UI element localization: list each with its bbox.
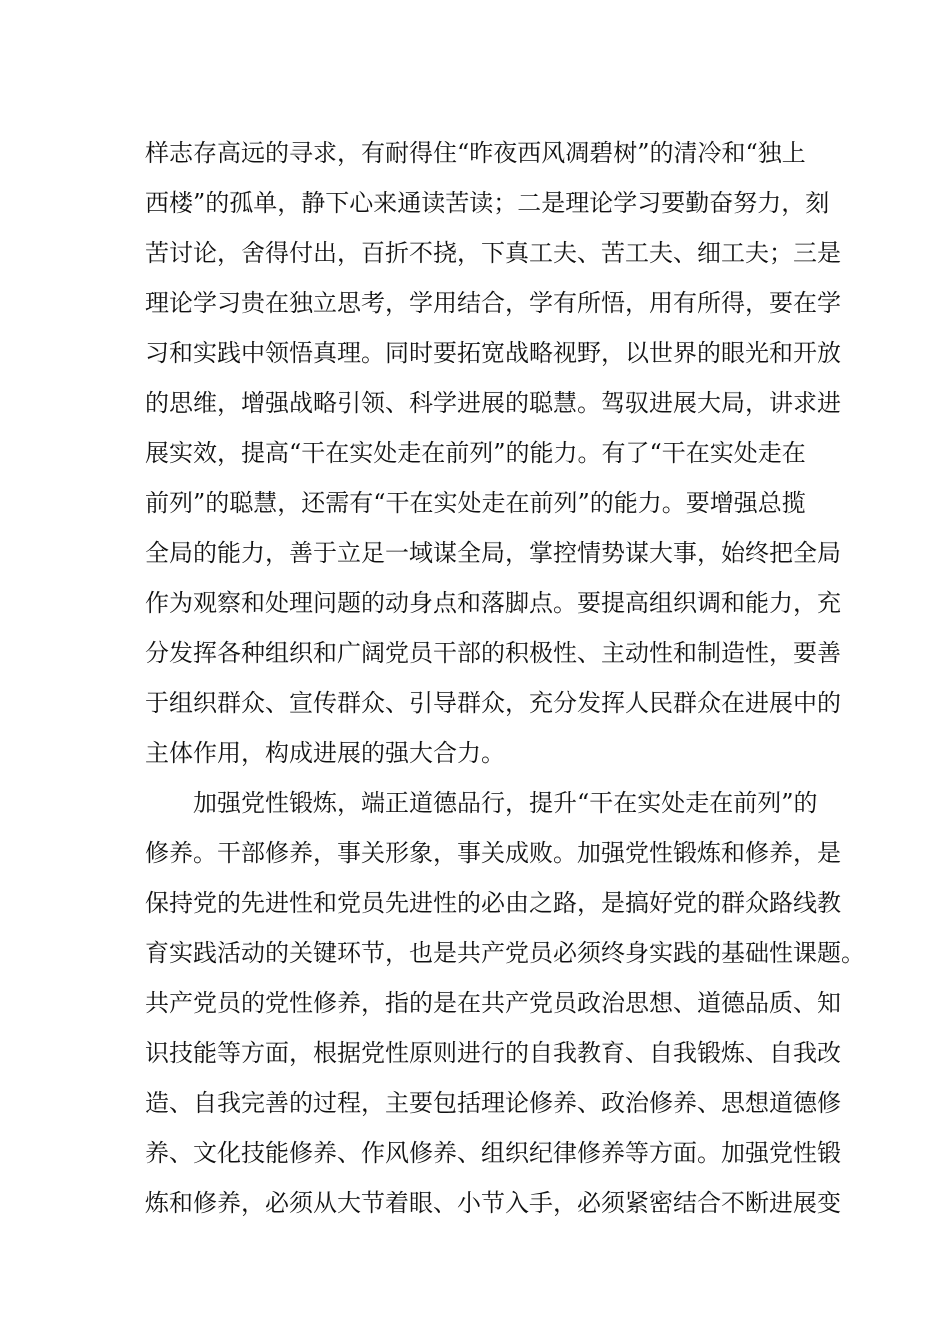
text-line-20: 造、自我完善的过程，主要包括理论修养、政治修养、思想道德修: [145, 1089, 841, 1117]
text-line-10: 作为观察和处理问题的动身点和落脚点。要提高组织调和能力，充: [145, 589, 841, 617]
text-line-21: 养、文化技能修养、作风修养、组织纪律修养等方面。加强党性锻: [145, 1139, 841, 1167]
text-line-14: 加强党性锻炼，端正道德品行，提升“干在实处走在前列”的: [193, 789, 818, 817]
text-line-3: 苦讨论，舍得付出，百折不挠，下真工夫、苦工夫、细工夫；三是: [145, 239, 841, 267]
text-line-1: 样志存高远的寻求，有耐得住“昨夜西风凋碧树”的清冷和“独上: [145, 139, 806, 167]
text-line-7: 展实效，提高“干在实处走在前列”的能力。有了“干在实处走在: [145, 439, 806, 467]
text-line-18: 共产党员的党性修养，指的是在共产党员政治思想、道德品质、知: [145, 989, 841, 1017]
text-line-4: 理论学习贵在独立思考，学用结合，学有所悟，用有所得，要在学: [145, 289, 841, 317]
text-line-2: 西楼”的孤单，静下心来通读苦读；二是理论学习要勤奋努力，刻: [145, 189, 830, 217]
text-line-16: 保持党的先进性和党员先进性的必由之路，是搞好党的群众路线教: [145, 889, 841, 917]
text-line-11: 分发挥各种组织和广阔党员干部的积极性、主动性和制造性，要善: [145, 639, 841, 667]
text-line-6: 的思维，增强战略引领、科学进展的聪慧。驾驭进展大局，讲求进: [145, 389, 841, 417]
text-line-19: 识技能等方面，根据党性原则进行的自我教育、自我锻炼、自我改: [145, 1039, 841, 1067]
text-line-5: 习和实践中领悟真理。同时要拓宽战略视野，以世界的眼光和开放: [145, 339, 841, 367]
text-line-13: 主体作用，构成进展的强大合力。: [145, 739, 505, 767]
text-line-15: 修养。干部修养，事关形象，事关成败。加强党性锻炼和修养，是: [145, 839, 841, 867]
text-line-12: 于组织群众、宣传群众、引导群众，充分发挥人民群众在进展中的: [145, 689, 841, 717]
text-line-9: 全局的能力，善于立足一域谋全局，掌控情势谋大事，始终把全局: [145, 539, 841, 567]
text-line-22: 炼和修养，必须从大节着眼、小节入手，必须紧密结合不断进展变: [145, 1189, 841, 1217]
text-line-17: 育实践活动的关键环节，也是共产党员必须终身实践的基础性课题。: [145, 939, 865, 967]
text-line-8: 前列”的聪慧，还需有“干在实处走在前列”的能力。要增强总揽: [145, 489, 806, 517]
